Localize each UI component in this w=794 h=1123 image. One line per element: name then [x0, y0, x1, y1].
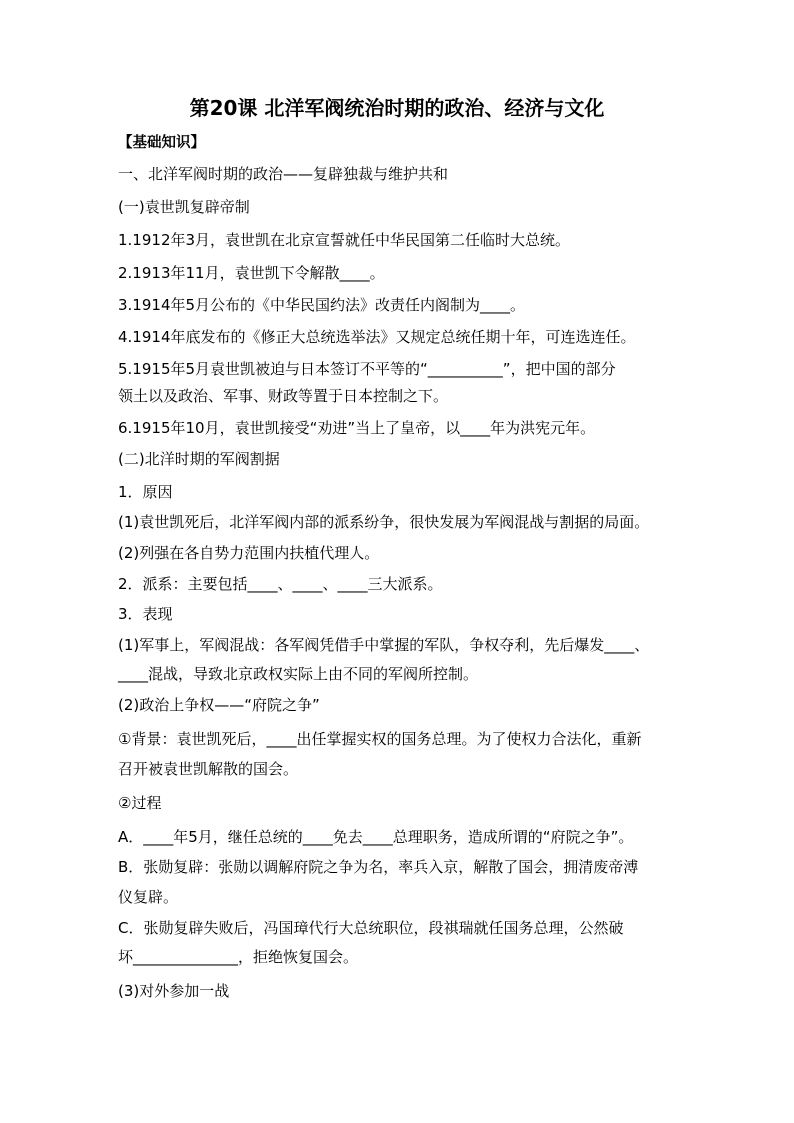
paragraph-line: (1)军事上，军阀混战：各军阀凭借手中掌握的军队，争权夺利，先后爆发____、: [118, 636, 650, 654]
paragraph-line: B．张勋复辟：张勋以调解府院之争为名，率兵入京，解散了国会，拥清废帝溥: [118, 858, 639, 876]
paragraph-line: 1．原因: [118, 483, 173, 501]
paragraph-line: A．____年5月，继任总统的____免去____总理职务，造成所谓的“府院之争”。: [118, 828, 634, 846]
paragraph-line: 3．表现: [118, 605, 173, 623]
section-label: 【基础知识】: [118, 135, 205, 151]
paragraph-line: ②过程: [118, 794, 162, 812]
subheading-yuan-shikai: (一)袁世凯复辟帝制: [118, 198, 250, 216]
paragraph-line: 召开被袁世凯解散的国会。: [118, 760, 299, 778]
paragraph-line: 6.1915年10月，袁世凯接受“劝进”当上了皇帝，以____年为洪宪元年。: [118, 419, 596, 437]
paragraph-line: 1.1912年3月，袁世凯在北京宣誓就任中华民国第二任临时大总统。: [118, 231, 571, 249]
paragraph-line: 坏______________，拒绝恢复国会。: [118, 948, 359, 966]
paragraph-line: (2)列强在各自势力范围内扶植代理人。: [118, 544, 380, 562]
paragraph-line: (1)袁世凯死后，北洋军阀内部的派系纷争，很快发展为军阀混战与割据的局面。: [118, 513, 650, 531]
paragraph-line: ①背景：袁世凯死后，____出任掌握实权的国务总理。为了使权力合法化，重新: [118, 730, 642, 748]
paragraph-line: 领土以及政治、军事、财政等置于日本控制之下。: [118, 387, 449, 405]
paragraph-line: ____混战，导致北京政权实际上由不同的军阀所控制。: [118, 665, 479, 683]
paragraph-line: 仪复辟。: [118, 888, 179, 906]
paragraph-line: 2.1913年11月，袁世凯下令解散____。: [118, 264, 385, 282]
paragraph-line: 2．派系：主要包括____、____、____三大派系。: [118, 575, 443, 593]
paragraph-line: (3)对外参加一战: [118, 982, 230, 1000]
subheading-warlords: (二)北洋时期的军阀割据: [118, 450, 280, 468]
page-title: 第20课 北洋军阀统治时期的政治、经济与文化: [189, 96, 605, 120]
paragraph-line: 3.1914年5月公布的《中华民国约法》改责任内阁制为____。: [118, 296, 526, 314]
paragraph-line: 5.1915年5月袁世凯被迫与日本签订不平等的“__________”，把中国的部分: [118, 360, 616, 378]
paragraph-line: (2)政治上争权——“府院之争”: [118, 696, 320, 714]
heading-part-1: 一、北洋军阀时期的政治——复辟独裁与维护共和: [118, 165, 449, 183]
paragraph-line: C．张勋复辟失败后，冯国璋代行大总统职位，段祺瑞就任国务总理，公然破: [118, 919, 624, 937]
paragraph-line: 4.1914年底发布的《修正大总统选举法》又规定总统任期十年，可连选连任。: [118, 328, 636, 346]
